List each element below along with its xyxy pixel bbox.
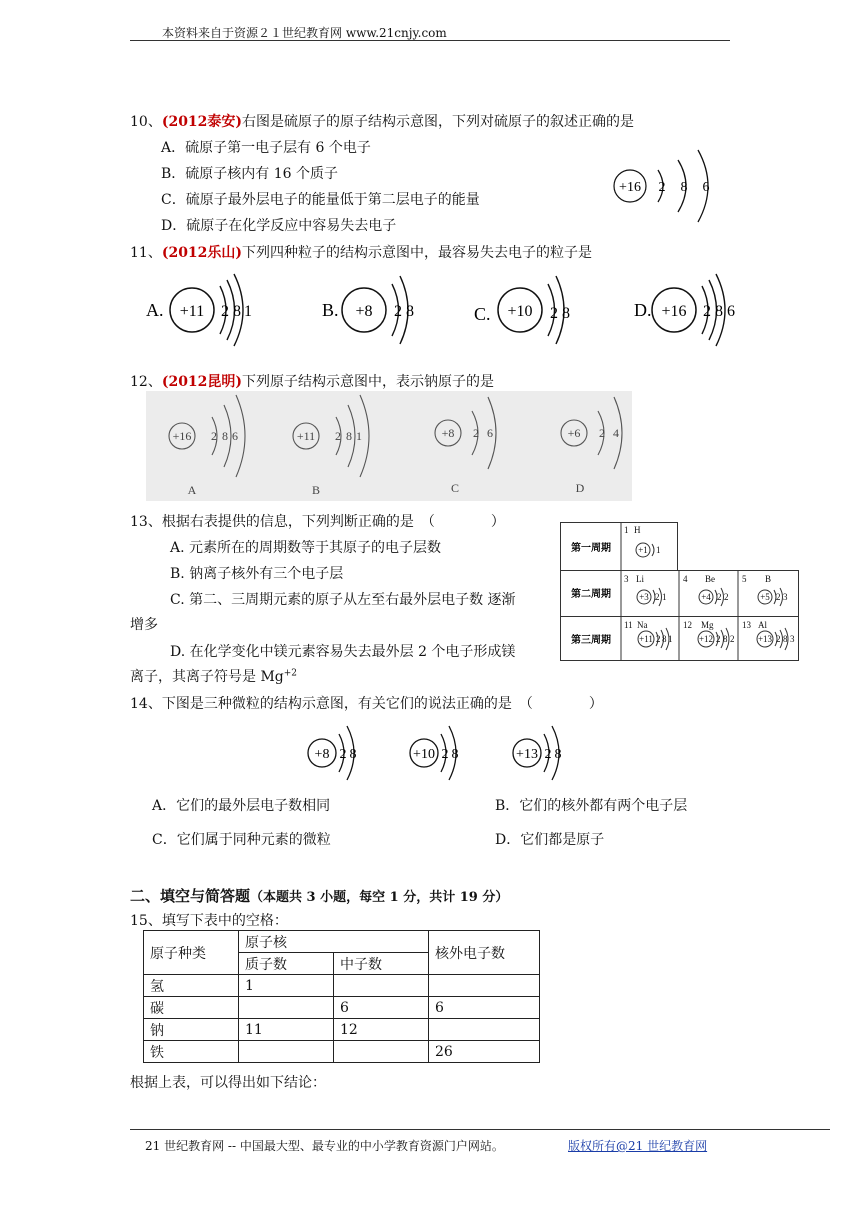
svg-text:A: A	[187, 483, 197, 497]
question-number: 10、	[130, 114, 162, 130]
svg-text:+13: +13	[757, 634, 773, 644]
svg-text:1: 1	[662, 592, 667, 602]
svg-text:+4: +4	[701, 592, 711, 602]
svg-text:8: 8	[662, 634, 667, 644]
svg-text:2: 2	[655, 592, 660, 602]
svg-text:2: 2	[441, 747, 449, 762]
svg-text:8: 8	[562, 305, 570, 322]
q11-item-a	[146, 274, 252, 346]
svg-text:8: 8	[233, 303, 241, 320]
svg-text:Mg: Mg	[701, 620, 714, 630]
svg-text:+3: +3	[639, 592, 649, 602]
question-10	[130, 111, 634, 131]
option-a: A．硫原子第一电子层有 6 个电子	[161, 140, 371, 156]
section-heading	[130, 885, 508, 906]
svg-text:2: 2	[724, 592, 729, 602]
svg-text:+10: +10	[507, 303, 533, 320]
svg-text:D: D	[575, 481, 585, 495]
svg-text:8: 8	[346, 429, 352, 443]
svg-text:H: H	[634, 525, 641, 535]
svg-text:D.: D.	[634, 300, 652, 320]
option-b: B. 钠离子核外有三个电子层	[170, 566, 344, 582]
svg-text:C: C	[450, 481, 460, 495]
sulfur-atom-diagram	[610, 146, 720, 224]
question-13-stem: 13、根据右表提供的信息，下列判断正确的是 （ ）	[130, 514, 505, 530]
svg-text:+8: +8	[441, 426, 455, 440]
svg-text:1: 1	[668, 634, 673, 644]
svg-text:8: 8	[554, 747, 562, 762]
svg-text:B.: B.	[322, 300, 339, 320]
svg-text:6: 6	[487, 426, 493, 440]
header-protons: 质子数	[239, 953, 334, 975]
question-source: (2012泰安)	[161, 114, 243, 130]
svg-text:2: 2	[339, 747, 347, 762]
svg-text:8: 8	[451, 747, 459, 762]
svg-text:13: 13	[742, 620, 751, 630]
svg-text:8: 8	[222, 429, 228, 443]
question-stem: 右图是硫原子的原子结构示意图，下列对硫原子的叙述正确的是	[242, 114, 635, 130]
svg-text:2: 2	[473, 426, 479, 440]
option-c: C. 第二、三周期元素的原子从左至右最外层电子数 逐渐	[170, 592, 516, 608]
svg-text:2: 2	[703, 303, 711, 320]
svg-text:1: 1	[244, 303, 252, 320]
q12-diagrams	[146, 391, 632, 501]
svg-text:1: 1	[624, 525, 629, 535]
svg-text:+11: +11	[639, 634, 653, 644]
svg-text:Be: Be	[705, 574, 715, 584]
question-number: 12、	[130, 374, 162, 390]
svg-text:+8: +8	[314, 747, 330, 762]
svg-text:+5: +5	[760, 592, 770, 602]
svg-text:4: 4	[683, 574, 688, 584]
svg-text:B: B	[765, 574, 772, 584]
header-atom-type: 原子种类	[144, 931, 239, 975]
option-c: C．硫原子最外层电子的能量低于第二层电子的能量	[161, 192, 480, 208]
q14-item-2	[410, 726, 459, 780]
option-b: B．它们的核外都有两个电子层	[495, 798, 688, 814]
svg-text:12: 12	[683, 620, 692, 630]
question-source: (2012乐山)	[161, 245, 243, 261]
question-11	[130, 242, 592, 262]
question-source: (2012昆明)	[161, 374, 243, 390]
svg-text:2: 2	[730, 634, 735, 644]
table-row: 铁 26	[144, 1041, 540, 1063]
svg-text:2: 2	[716, 634, 721, 644]
header-neutrons: 中子数	[334, 953, 429, 975]
question-15-stem: 15、填写下表中的空格：	[130, 913, 288, 929]
svg-text:2: 2	[717, 592, 722, 602]
svg-text:3: 3	[790, 634, 795, 644]
svg-text:B: B	[311, 483, 321, 497]
svg-text:2: 2	[656, 634, 661, 644]
svg-text:+8: +8	[355, 303, 373, 320]
svg-text:8: 8	[406, 303, 414, 320]
svg-text:2: 2	[776, 592, 781, 602]
svg-text:6: 6	[232, 429, 238, 443]
q11-item-c	[474, 276, 570, 344]
footer-divider	[130, 1129, 830, 1130]
table-row: 钠 11 12	[144, 1019, 540, 1041]
svg-text:+13: +13	[516, 747, 538, 762]
header-nucleus: 原子核	[239, 931, 429, 953]
svg-text:2: 2	[544, 747, 552, 762]
svg-text:8: 8	[723, 634, 728, 644]
period-2-label: 第二周期	[571, 589, 611, 600]
page-header: 本资料来自于资源２１世纪教育网 www.21cnjy.com	[162, 26, 447, 40]
svg-text:2: 2	[776, 634, 781, 644]
question-14-stem: 14、下图是三种微粒的结构示意图，有关它们的说法正确的是 （ ）	[130, 696, 603, 712]
svg-text:4: 4	[613, 426, 619, 440]
header-divider	[130, 40, 730, 41]
header-electrons: 核外电子数	[429, 931, 540, 975]
svg-text:3: 3	[783, 592, 788, 602]
svg-text:+16: +16	[661, 303, 687, 320]
svg-text:2: 2	[211, 429, 217, 443]
question-number: 11、	[130, 245, 162, 261]
table-row: 碳 6 6	[144, 997, 540, 1019]
q11-diagrams	[140, 270, 740, 352]
option-d: D. 在化学变化中镁元素容易失去最外层 2 个电子形成镁	[170, 644, 516, 660]
atom-table	[143, 930, 540, 1063]
period-1-label: 第一周期	[571, 543, 611, 554]
periodic-table	[560, 522, 800, 662]
svg-text:2: 2	[221, 303, 229, 320]
q14-item-3	[513, 726, 562, 780]
svg-text:1: 1	[656, 545, 661, 555]
svg-text:+10: +10	[413, 747, 435, 762]
svg-text:1: 1	[356, 429, 362, 443]
svg-text:+6: +6	[567, 426, 581, 440]
option-a: A．它们的最外层电子数相同	[152, 798, 331, 814]
svg-text:+1: +1	[638, 545, 648, 555]
svg-text:8: 8	[349, 747, 357, 762]
option-c-cont: 增多	[130, 617, 158, 633]
option-a: A. 元素所在的周期数等于其原子的电子层数	[170, 540, 442, 556]
option-d-cont: 离子，其离子符号是 $Mg^{+2}$	[130, 668, 298, 685]
q14-diagrams	[300, 722, 580, 788]
svg-text:A.: A.	[146, 300, 164, 320]
option-d: D．硫原子在化学反应中容易失去电子	[161, 218, 397, 234]
svg-text:8: 8	[680, 180, 688, 195]
svg-text:2: 2	[335, 429, 341, 443]
svg-text:C.: C.	[474, 304, 491, 324]
svg-text:5: 5	[742, 574, 747, 584]
question-stem: 下列原子结构示意图中，表示钠原子的是	[242, 374, 495, 390]
question-stem: 下列四种粒子的结构示意图中，最容易失去电子的粒子是	[242, 245, 593, 261]
question-12	[130, 371, 494, 391]
svg-text:Li: Li	[636, 574, 644, 584]
svg-text:+16: +16	[172, 429, 192, 443]
svg-text:+11: +11	[296, 429, 316, 443]
svg-text:6: 6	[727, 303, 735, 320]
table-row: 氢 1	[144, 975, 540, 997]
svg-text:3: 3	[624, 574, 629, 584]
svg-text:2: 2	[550, 305, 558, 322]
svg-text:11: 11	[624, 620, 633, 630]
period-3-label: 第三周期	[571, 635, 611, 646]
option-b: B．硫原子核内有 16 个质子	[161, 166, 339, 182]
copyright-link[interactable]: 版权所有@21 世纪教育网	[568, 1139, 708, 1153]
section-title: 二、填空与简答题	[130, 887, 251, 905]
svg-text:8: 8	[715, 303, 723, 320]
svg-text:2: 2	[658, 180, 666, 195]
section-note: （本题共 3 小题，每空 1 分，共计 19 分）	[250, 890, 509, 905]
svg-text:Al: Al	[758, 620, 767, 630]
option-d: D．它们都是原子	[495, 832, 605, 848]
q11-item-b	[322, 276, 414, 344]
footer-text: 21 世纪教育网 -- 中国最大型、最专业的中小学教育资源门户网站。	[145, 1139, 504, 1153]
svg-text:+12: +12	[698, 634, 714, 644]
option-c: C．它们属于同种元素的微粒	[152, 832, 331, 848]
conclusion-prompt: 根据上表，可以得出如下结论：	[130, 1075, 326, 1091]
q11-item-d	[634, 274, 735, 346]
svg-text:6: 6	[702, 180, 710, 195]
svg-text:Na: Na	[637, 620, 648, 630]
svg-text:2: 2	[599, 426, 605, 440]
svg-text:+11: +11	[179, 303, 205, 320]
svg-text:8: 8	[783, 634, 788, 644]
q14-item-1	[308, 726, 357, 780]
nucleus-charge: +16	[619, 180, 641, 195]
svg-text:2: 2	[394, 303, 402, 320]
